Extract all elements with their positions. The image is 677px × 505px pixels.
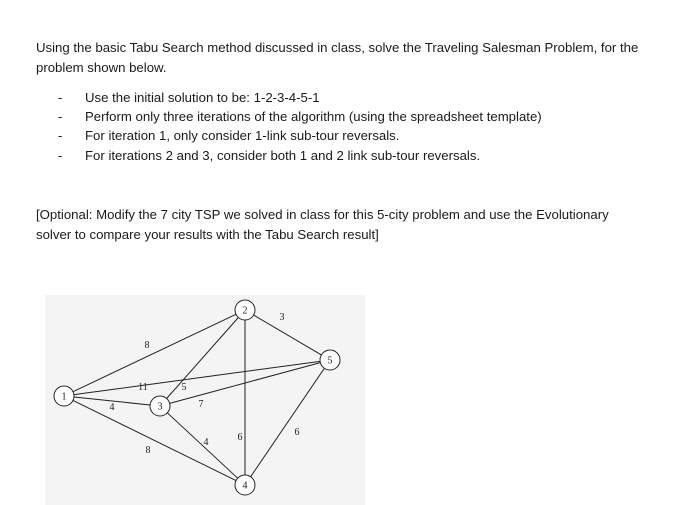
list-item (58, 107, 542, 126)
intro-line-1: Using the basic Tabu Search method discussed in class, solve the Traveling Salesman Problem, for the (36, 40, 639, 55)
graph-node-2 (235, 300, 255, 320)
edge-weight-label: 8 (145, 445, 151, 456)
bullet-marker: - (58, 147, 63, 163)
optional-paragraph (36, 205, 656, 244)
instruction-list (58, 88, 542, 165)
list-item-text: For iteration 1, only consider 1-link sub-tour reversals. (85, 128, 400, 144)
edge-weight-label: 4 (109, 402, 115, 413)
bullet-marker: - (58, 90, 63, 105)
bullet-marker: - (58, 109, 63, 125)
edge-weight-label: 3 (279, 312, 285, 323)
list-item (58, 146, 542, 165)
bullet-marker: - (58, 128, 63, 144)
intro-paragraph (36, 38, 656, 77)
list-item (58, 88, 542, 107)
graph-node-4 (235, 475, 255, 495)
graph-node-3 (150, 396, 170, 416)
list-item-text: For iterations 2 and 3, consider both 1 and 2 link sub-tour reversals. (85, 147, 481, 163)
node-label: 3 (157, 401, 163, 413)
edge-weight-label: 4 (203, 437, 209, 448)
node-label: 1 (61, 391, 67, 403)
edge-weight-label: 6 (294, 427, 300, 438)
tsp-graph-figure (45, 295, 365, 505)
node-label: 2 (242, 305, 248, 317)
list-item-text: Use the initial solution to be: 1-2-3-4-5-1 (85, 90, 320, 105)
edge-weight-label: 7 (198, 399, 204, 410)
node-label: 4 (242, 480, 248, 492)
figure-background (45, 295, 365, 505)
edge-weight-label: 8 (144, 340, 150, 351)
node-label: 5 (327, 355, 333, 367)
graph-node-5 (320, 350, 340, 370)
edge-weight-label: 6 (237, 432, 243, 443)
graph-node-1 (54, 386, 74, 406)
list-item-text: Perform only three iterations of the algorithm (using the spreadsheet template) (85, 109, 542, 125)
edge-weight-label: 5 (181, 382, 187, 393)
optional-line-1: [Optional: Modify the 7 city TSP we solved in class for this 5-city problem and use the Evolutionary (36, 207, 609, 222)
intro-line-2: problem shown below. (36, 59, 167, 75)
list-item (58, 126, 542, 145)
optional-line-2: solver to compare your results with the Tabu Search result] (36, 226, 379, 242)
edge-weight-label: 11 (138, 382, 148, 393)
